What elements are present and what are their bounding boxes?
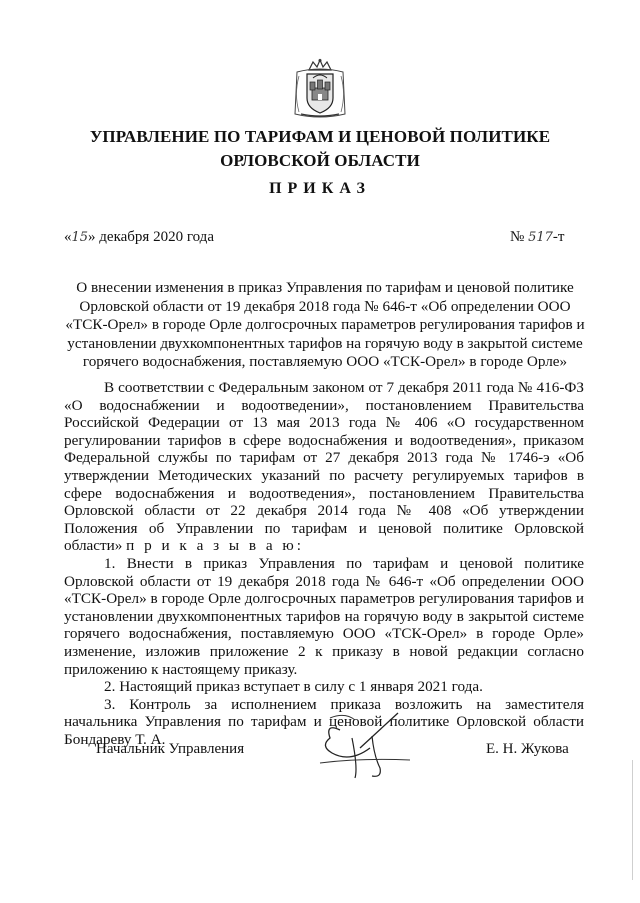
handwritten-signature-icon <box>300 708 415 783</box>
signatory-name: Е. Н. Жукова <box>486 741 569 757</box>
date-open-quote: « <box>64 229 72 245</box>
organization-name-line-1: УПРАВЛЕНИЕ ПО ТАРИФАМ И ЦЕНОВОЙ ПОЛИТИКЕ <box>89 127 551 146</box>
date-day-handwritten: 15 <box>71 230 89 245</box>
item-1-paragraph: 1. Внести в приказ Управления по тарифам и ценовой политике Орловской области от 19 декабря 2018 года № 646-т «Об определении ООО «ТСК-Орел» в городе Орле долгосрочных параметров регулирования тарифов и установлении двухкомпонентных тарифов на горячую воду в закрытой системе горячего водоснабжения, поставляемую ООО «ТСК-Орел» в городе Орле» изменение, изложив приложение 2 к приказу в новой редакции согласно приложению к настоящему приказу. <box>64 554 584 678</box>
prikazyvayu-text: п р и к а з ы в а ю: <box>126 537 304 555</box>
document-subject: О внесении изменения в приказ Управления по тарифам и ценовой политике Орловской области от 19 декабря 2018 года № 646-т «Об определении ООО «ТСК-Орел» в городе Орле долгосрочных параметров регулирования тарифов и установлении двухкомпонентных тарифов на горячую воду в закрытой системе горячего водоснабжения, поставляемую ООО «ТСК-Орел» в городе Орле» <box>65 279 585 371</box>
item-3-paragraph: 3. Контроль за исполнением приказа возложить на заместителя начальника Управления по тарифам и ценовой политике Орловской области Бондареву Т. А. <box>64 695 584 748</box>
document-body <box>64 379 584 748</box>
date-rest: » декабря 2020 года <box>88 229 214 245</box>
preamble-text: В соответствии с Федеральным законом от 7 декабря 2011 года № 416-ФЗ «О водоснабжении и водоотведении», постановлением Правительства Российской Федерации от 13 мая 2013 года № 406 «О государственном регулировании тарифов в сфере водоснабжения и водоотведения», приказом Федеральной службы по тарифам от 27 декабря 2013 года № 1746-э «Об утверждении Методических указаний по расчету регулируемых тарифов в сфере водоснабжения и водоотведения», постановлением Правительства Орловской области от 22 декабря 2014 года № 408 «Об утверждении Положения об Управлении по тарифам и ценовой политике Орловской области» <box>64 379 584 555</box>
number-prefix: № <box>510 229 525 245</box>
signatory-title: Начальник Управления <box>96 741 245 757</box>
number-suffix: -т <box>552 229 565 245</box>
scan-margin-line <box>632 760 633 880</box>
number-value-handwritten: 517 <box>528 230 553 245</box>
item-2-paragraph: 2. Настоящий приказ вступает в силу с 1 января 2021 года. <box>104 678 483 696</box>
document-date <box>64 229 214 246</box>
document-type-title: ПРИКАЗ <box>269 180 371 197</box>
organization-name-line-2: ОРЛОВСКОЙ ОБЛАСТИ <box>220 151 420 170</box>
coat-of-arms-icon <box>291 58 349 120</box>
preamble-paragraph <box>64 379 584 555</box>
document-number <box>510 229 564 246</box>
